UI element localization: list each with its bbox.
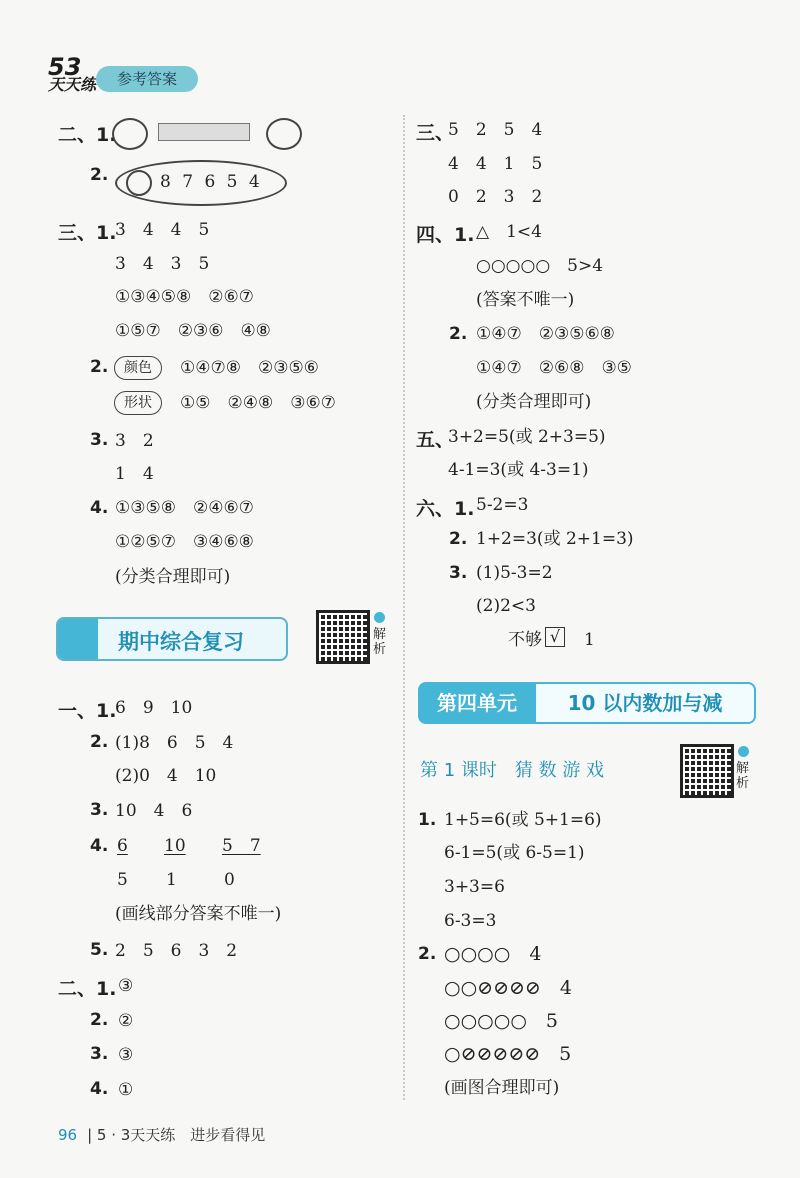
r-section-3-number: 三、 <box>416 122 455 144</box>
r4-note-1: (答案不唯一) <box>476 290 575 310</box>
play-icon <box>374 612 385 623</box>
m1-q2-number: 2. <box>90 732 109 752</box>
unit-title: 10 以内数加与减 <box>536 682 756 724</box>
r-section-6-number: 六、1. <box>416 498 475 520</box>
r3-line-3: 0 2 3 2 <box>448 187 543 207</box>
pencil-icon <box>112 118 148 150</box>
r5-line-2: 4-1=3(或 4-3=1) <box>448 460 589 480</box>
l2-line-4: ○⊘⊘⊘⊘⊘ 5 <box>444 1043 572 1065</box>
l2-note: (画图合理即可) <box>444 1078 560 1098</box>
unit-tag: 第四单元 <box>418 682 536 724</box>
s3-q3-number: 3. <box>90 430 109 450</box>
r6-q3-number-answer: 1 <box>584 630 595 650</box>
color-tag: 颜色 <box>114 356 162 380</box>
logo-number: 53 <box>48 53 82 81</box>
ball-icon <box>126 170 152 196</box>
s3-q1-line-3: ①③④⑤⑧ ②⑥⑦ <box>115 287 254 307</box>
l2-line-3: ○○○○○ 5 <box>444 1010 558 1032</box>
midterm-header <box>56 617 288 661</box>
l1-line-1: 1+5=6(或 5+1=6) <box>444 810 602 830</box>
l1-number: 1. <box>418 810 437 830</box>
r6-q3-number: 3. <box>449 563 468 583</box>
r4-q2-number: 2. <box>449 324 468 344</box>
qr-code-icon[interactable] <box>680 744 734 798</box>
m1-q4-top-3: 5 7 <box>222 836 261 856</box>
section-3-number: 三、1. <box>58 222 117 244</box>
s3-q2-line-1: ①④⑦⑧ ②③⑤⑥ <box>180 358 319 378</box>
header-accent <box>58 619 98 659</box>
m2-q3: ③ <box>118 1045 134 1065</box>
footer-text: | 5 · 3天天练 进步看得见 <box>87 1126 266 1144</box>
m1-q4-bottom-3: 0 <box>224 870 235 890</box>
m1-q2-line-1: (1)8 6 5 4 <box>115 733 234 753</box>
m1-q4-note: (画线部分答案不唯一) <box>115 904 282 924</box>
r5-line-1: 3+2=5(或 2+3=5) <box>448 427 606 447</box>
m1-q4-top-1: 6 <box>117 836 128 856</box>
r4-note-2: (分类合理即可) <box>476 392 592 412</box>
r-section-4-number: 四、1. <box>416 224 475 246</box>
answer-key-tab: 参考答案 <box>96 66 198 92</box>
logo-text: 天天练 <box>48 75 97 94</box>
eraser-icon <box>266 118 302 150</box>
m1-q3: 10 4 6 <box>115 801 193 821</box>
qr-code-icon[interactable] <box>316 610 370 664</box>
r4-q1-line-1: △ 1<4 <box>476 222 542 242</box>
ruler-icon <box>158 123 250 141</box>
check-box: √ <box>545 627 565 647</box>
m1-q2-line-2: (2)0 4 10 <box>115 766 217 786</box>
m1-q4-number: 4. <box>90 836 109 856</box>
m2-q4-number: 4. <box>90 1079 109 1099</box>
r6-q2-number: 2. <box>449 529 468 549</box>
s3-q4-number: 4. <box>90 498 109 518</box>
m1-q1: 6 9 10 <box>115 698 193 718</box>
s3-note: (分类合理即可) <box>115 567 231 587</box>
lesson-title: 第 1 课时 猜 数 游 戏 <box>420 760 605 781</box>
m1-q3-number: 3. <box>90 800 109 820</box>
play-icon <box>738 746 749 757</box>
r3-line-2: 4 4 1 5 <box>448 154 543 174</box>
r3-line-1: 5 2 5 4 <box>448 120 543 140</box>
m1-q5-number: 5. <box>90 940 109 960</box>
shape-tag: 形状 <box>114 391 162 415</box>
s3-q3-line-2: 1 4 <box>115 464 154 484</box>
s3-q4-line-1: ①③⑤⑧ ②④⑥⑦ <box>115 498 254 518</box>
midterm-title: 期中综合复习 <box>118 630 244 654</box>
r6-q3-label: 不够 <box>508 630 542 650</box>
s3-q2-line-2: ①⑤ ②④⑧ ③⑥⑦ <box>180 393 336 413</box>
l1-line-4: 6-3=3 <box>444 911 497 931</box>
r4-q2-line-1: ①④⑦ ②③⑤⑥⑧ <box>476 324 615 344</box>
s3-q1-line-2: 3 4 3 5 <box>115 254 210 274</box>
l2-line-1: ○○○○ 4 <box>444 943 542 965</box>
m1-q4-bottom-1: 5 <box>117 870 128 890</box>
s3-q2-number: 2. <box>90 357 109 377</box>
r6-q1: 5-2=3 <box>476 495 529 515</box>
s3-q3-line-1: 3 2 <box>115 431 154 451</box>
r-section-5-number: 五、 <box>416 429 455 451</box>
sequence-text: 8 7 6 5 4 <box>160 172 260 192</box>
midterm-1-number: 一、1. <box>58 700 117 722</box>
page-number: 96 <box>58 1126 78 1144</box>
r6-q3-line-2: (2)2<3 <box>476 596 536 616</box>
r4-q1-line-2: ○○○○○ 5>4 <box>476 256 604 276</box>
qr-label: 解析 <box>736 761 750 791</box>
r6-q2: 1+2=3(或 2+1=3) <box>476 529 634 549</box>
midterm-2-number: 二、1. <box>58 978 117 1000</box>
s3-q1-line-1: 3 4 4 5 <box>115 220 210 240</box>
l2-line-2: ○○⊘⊘⊘⊘ 4 <box>444 977 572 999</box>
r6-q3-line-1: (1)5-3=2 <box>476 563 553 583</box>
m2-q1: ③ <box>118 976 134 996</box>
m2-q3-number: 3. <box>90 1044 109 1064</box>
s3-q4-line-2: ①②⑤⑦ ③④⑥⑧ <box>115 532 254 552</box>
m1-q5: 2 5 6 3 2 <box>115 941 238 961</box>
l1-line-2: 6-1=5(或 6-5=1) <box>444 843 585 863</box>
m1-q4-top-2: 10 <box>164 836 186 856</box>
s3-q1-line-4: ①⑤⑦ ②③⑥ ④⑧ <box>115 321 271 341</box>
m2-q2-number: 2. <box>90 1010 109 1030</box>
r4-q2-line-2: ①④⑦ ②⑥⑧ ③⑤ <box>476 358 632 378</box>
brand-logo <box>48 53 98 102</box>
m2-q2: ② <box>118 1011 134 1031</box>
l1-line-3: 3+3=6 <box>444 877 505 897</box>
qr-label: 解析 <box>373 627 387 657</box>
section-2-number: 二、1. <box>58 124 117 146</box>
column-divider <box>403 115 405 1100</box>
m1-q4-bottom-2: 1 <box>166 870 177 890</box>
section-2-q2: 2. <box>90 165 109 185</box>
page-footer <box>58 1124 265 1145</box>
m2-q4: ① <box>118 1080 134 1100</box>
l2-number: 2. <box>418 944 437 964</box>
